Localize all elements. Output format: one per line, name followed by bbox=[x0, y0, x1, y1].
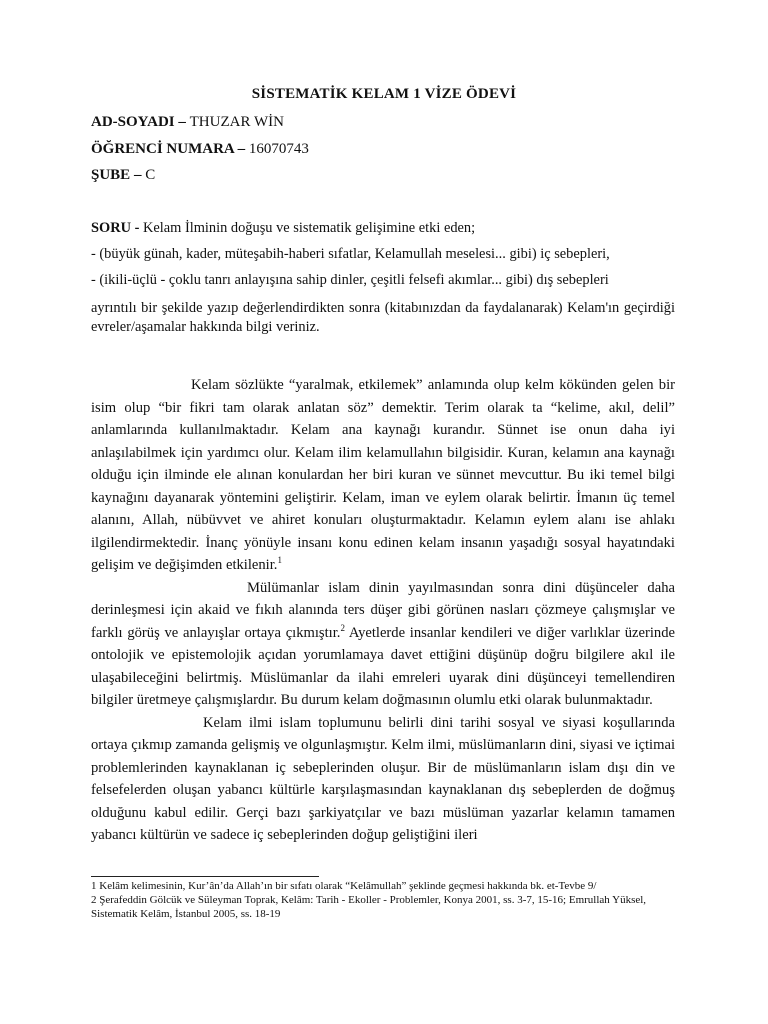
paragraph-2 bbox=[91, 577, 675, 712]
footnote-2: 2 Şerafeddin Gölcük ve Süleyman Toprak, Kelâm: Tarih - Ekoller - Problemler, Konya 2001, ss. 3-7, 15-16; Emrullah Yüksel, Sistematik Kelâm, İstanbul 2005, ss. 18-19 bbox=[91, 894, 647, 920]
essay-body bbox=[91, 374, 675, 847]
question-label: SORU bbox=[91, 220, 131, 236]
question-line-1: SORU - Kelam İlminin doğuşu ve sistematik gelişimine etki eden; bbox=[91, 220, 476, 236]
question-line-3: - (ikili-üçlü - çoklu tanrı anlayışına sahip dinler, çeşitli felsefi akımlar... gibi) dış sebepleri bbox=[91, 272, 609, 288]
student-number: 16070743 bbox=[248, 141, 309, 157]
paragraph-3: Kelam ilmi islam toplumunu belirli dini tarihi sosyal ve siyasi koşullarında ortaya çıkmıp zamanda gelişmiş ve olgunlaşmıştır. Kelm ilmi, müslümanların dini, siyasi ve içtimai problemlerinden kaynaklanan iç sebeplerinden oluşur. Bir de müslümanların islam dışı din ve felsefelerden oluşan yabancı kültürle karşılaşmasından kaynaklanan dış sebeplerden de doğmuş olduğunu kabul edilir. Gerçi bazı şarkiyatçılar ve bazı müslüman yazarlar kelamın tamamen yabancı kültürün ve sadece iç sebeplerinden doğup geliştiğini ileri bbox=[91, 714, 675, 843]
question-line-2: - (büyük günah, kader, müteşabih-haberi sıfatlar, Kelamullah meselesi... gibi) iç sebepleri, bbox=[91, 246, 610, 262]
paragraph-2-text-b: Ayetlerde insanlar kendileri ve diğer varlıklar üzerinde ontolojik ve epistemolojik açıdan yorumlamaya davet ettiğini düşünüp doğru bilgilere akıl ile ulaşabileceğini belirtmiş. Müslümanlar da ilahi emreleri uyarak dini düşünceyi temellendiren bilgiler üretmeye çalışmışlardır. Bu durum kelam doğmasının olumlu etki olarak bulunmaktadır. bbox=[91, 624, 675, 708]
section-value: C bbox=[145, 167, 156, 183]
footnote-ref-2: 2 bbox=[340, 622, 345, 633]
paragraph-1-text: Kelam sözlükte “yaralmak, etkilemek” anlamında olup kelm kökünden gelen bir isim olup “bir fikri tam olarak anlatan söz” demektir. Terim olarak ta “kelime, akıl, delil” anlamlarında kullanılmaktadır. Kelam ana kaynağı kurandır. Sünnet ise onun daha iyi anlaşılabilmek için yardımcı olur. Kelam ilim kelamullahın bilgisidir. Kuran, kelamın ana kaynağı olduğu için ilminde ele alınan konulardan her biri kuran ve sünnet mevcuttur. Bu iki temel bilgi kaynağını dayanarak yöntemini geliştirir. Kelam, iman ve eylem olarak belirtir. İmanın üç temel alanını, Allah, nübüvvet ve ahiret konuları oluşturmaktadır. Kelamın eylem alanı ise ahlakı ilgilendirmektedir. İnanç yönüyle insanı konu edinen kelam insanın yaşadığı sosyal hayatındaki gelişim ve değişimden etkilenir. bbox=[91, 377, 675, 573]
student-name-line: AD-SOYADI – THUZAR WİN bbox=[91, 114, 284, 130]
student-number-line: ÖĞRENCİ NUMARA – 16070743 bbox=[91, 141, 309, 157]
student-name-label: AD-SOYADI bbox=[91, 114, 175, 130]
paragraph-2-text-a: Mülümanlar islam dinin yayılmasından sonra dini düşünceler daha derinleşmesi için akaid ve fıkıh alanında ters düşer gibi görünen nasları çözmeye çalışmışlar ve farklı görüş ve anlayışlar ortaya çıkmıştır. bbox=[91, 579, 675, 641]
question-line-4: ayrıntılı bir şekilde yazıp değerlendirdikten sonra (kitabınızdan da faydalanarak) Kelam'ın geçirdiği evreler/aşamalar hakkında bilgi veriniz. bbox=[91, 300, 675, 335]
footnotes bbox=[91, 879, 651, 921]
student-number-label: ÖĞRENCİ NUMARA bbox=[91, 141, 234, 157]
footnote-1: 1 Kelâm kelimesinin, Kur’ân’da Allah’ın bir sıfatı olarak “Kelâmullah” şeklinde geçmesi hakkında bk. et-Tevbe 9/ bbox=[91, 880, 597, 892]
footnote-ref-1: 1 bbox=[277, 555, 282, 565]
section-line: ŞUBE – C bbox=[91, 167, 156, 183]
section-label: ŞUBE bbox=[91, 167, 131, 183]
footnote-separator bbox=[91, 876, 319, 877]
paragraph-1 bbox=[91, 374, 675, 577]
question-text-1: Kelam İlminin doğuşu ve sistematik gelişimine etki eden; bbox=[142, 220, 476, 236]
student-name: THUZAR WİN bbox=[189, 114, 284, 130]
document-title: SİSTEMATİK KELAM 1 VİZE ÖDEVİ bbox=[251, 86, 517, 102]
